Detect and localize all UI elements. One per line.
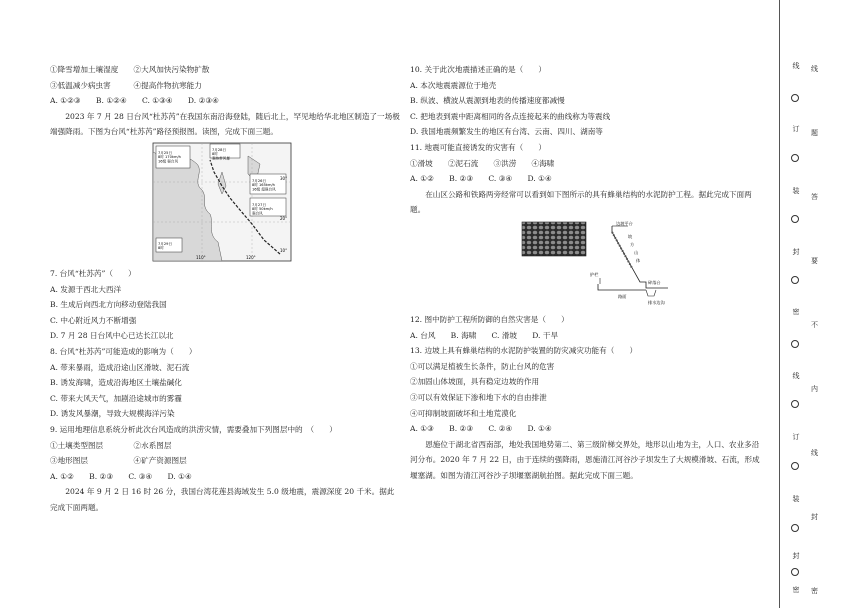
road-surface: [598, 284, 646, 290]
q9-stem: 9. 运用地理信息系统分析此次台风造成的洪涝灾情，需要叠加下列图层中的 （ ）: [50, 424, 337, 434]
map-lat-1: 30°: [280, 175, 288, 181]
notice-char-5: 不: [811, 321, 818, 329]
notice-char-4: 要: [811, 257, 818, 265]
q8-option-b: B. 诱发海啸，造成沿海地区土壤盐碱化: [50, 378, 182, 388]
map-lon-1: 110°: [196, 254, 206, 260]
right-column: [410, 62, 765, 483]
binding-hole-icon: [791, 94, 799, 102]
q8-option-c: C. 带来大风天气，加剧沿途城市的雾霾: [50, 393, 182, 403]
label-body: 体: [636, 257, 641, 263]
q11-options: ①滑坡 ②泥石流 ③洪涝 ④海啸: [410, 158, 555, 168]
notice-char-1: 线: [811, 65, 818, 73]
map-box-3: 7月27日 8时 50km/h 强台风: [252, 202, 273, 216]
slope-protection-figure: [520, 220, 680, 308]
label-platform: 边坡平台: [616, 220, 633, 226]
binding-hole-icon: [791, 462, 799, 470]
q7-option-d: D. 7 月 28 日台风中心已达长江以北: [50, 331, 174, 341]
q7-option-a: A. 发源于西北大西洋: [50, 284, 122, 294]
label-road: 路面: [618, 293, 627, 299]
q9-options-row1: ①土壤类型图层 ②水系图层: [50, 440, 172, 450]
q6-answers: A. ①②③ B. ①②④ C. ①③④ D. ②③④: [50, 96, 219, 106]
q6-options-row1: ①降雪增加土壤湿度 ②大风加快污染物扩散: [50, 65, 210, 74]
q12-answers: A. 台风 B. 海啸 C. 滑坡 D. 干旱: [410, 330, 559, 340]
binding-label-5: 密: [792, 308, 800, 316]
map-box-5: 7月29日 8时: [158, 241, 173, 251]
q10-option-d: D. 我国地震频繁发生的地区有台湾、云南、四川、湖南等: [410, 127, 603, 137]
map-box-4: 7月28日 8时强热带风暴: [212, 147, 230, 161]
map-box-2: 7月26日 8时 165km/h 16级 超强台风: [252, 178, 276, 192]
q8-stem: 8. 台风“杜苏芮”可能造成的影响为（ ）: [50, 346, 197, 356]
label-drop-platform: 碎落台: [648, 279, 661, 285]
q7-option-c: C. 中心附近风力不断增强: [50, 315, 137, 325]
binding-label-1: 线: [792, 62, 800, 70]
q7-stem: 7. 台风“杜苏芮”（ ）: [50, 268, 136, 278]
label-guardrail: 护栏: [590, 271, 599, 277]
binding-hole-icon: [791, 340, 799, 348]
notice-char-7: 线: [811, 449, 818, 457]
notice-char-8: 封: [811, 513, 818, 521]
earthquake-passage: 2024 年 9 月 2 日 16 时 26 分，我国台湾花莲县海域发生 5.0 级地震，震源深度 20 千米。据此完成下面两题。: [50, 487, 395, 512]
slope-profile: [612, 226, 668, 288]
map-lat-2: 20°: [280, 215, 288, 221]
typhoon-track-map: [152, 142, 292, 262]
binding-label-4: 封: [792, 248, 800, 256]
binding-label-2: 订: [792, 125, 800, 133]
binding-label-10: 密: [792, 586, 800, 594]
q10-option-b: B. 纵波、横波从震源到地表的传播速度都减慢: [410, 96, 565, 106]
slope-protection-passage: 在山区公路和铁路两旁经常可以看到如下图所示的具有蜂巢结构的水泥防护工程。据此完成下面两题。: [410, 189, 752, 215]
q12-stem: 12. 图中防护工程所防御的自然灾害是（ ）: [410, 314, 569, 324]
left-column: [50, 62, 400, 515]
q11-answers: A. ①② B. ②③ C. ③④ D. ①④: [410, 174, 552, 184]
drain-ditch: [646, 290, 656, 296]
binding-label-7: 订: [792, 433, 800, 441]
typhoon-passage: 2023 年 7 月 28 日台风“杜苏芮”在我国东南沿海登陆，随后北上，罕见地给华北地区制造了一场极端强降雨。下图为台风“杜苏芮”路径预报图。读图，完成下面三题。: [50, 111, 400, 137]
q13-answers: A. ①③ B. ②③ C. ②④ D. ①④: [410, 424, 552, 434]
q8-option-a: A. 带来暴雨，造成沿途山区滑坡、泥石流: [50, 362, 190, 372]
q6-options-row2: ③低温减少病虫害 ④提高作物抗寒能力: [50, 80, 202, 90]
binding-hole-icon: [791, 400, 799, 408]
enshi-passage: 恩施位于湖北省西南部，地处我国地势第二、第三级阶梯交界处，地形以山地为主，人口、农业多沿河分布。2020 年 7 月 22 日，由于连续的强降雨，恩施清江河谷沙子坝发生了大规模滑坡、石流，形成堰塞湖。如图为清江河谷沙子坝堰塞湖航拍图。据此完成下面三题。: [410, 439, 760, 480]
label-drain: 排水边沟: [648, 299, 665, 305]
q10-option-a: A. 本次地震震源位于地壳: [410, 80, 497, 90]
map-box-1: 7月25日 8时 170km/h 16级 强台风: [158, 150, 181, 164]
notice-char-2: 题: [811, 129, 818, 137]
notice-char-3: 答: [811, 193, 818, 201]
q10-stem: 10. 关于此次地震描述正确的是（ ）: [410, 65, 546, 74]
binding-hole-icon: [791, 524, 799, 532]
q13-option-3: ③可以有效保证下渗和地下水的自由排泄: [410, 392, 547, 402]
notice-char-6: 内: [811, 385, 818, 393]
binding-hole-icon: [791, 215, 799, 223]
binding-label-9: 封: [792, 552, 800, 560]
label-face: 方: [630, 241, 635, 247]
q11-stem: 11. 地震可能直接诱发的灾害有（ ）: [410, 142, 546, 152]
q8-option-d: D. 诱发风暴潮，导致大规模海洋污染: [50, 409, 175, 419]
q9-answers: A. ①② B. ②③ C. ③④ D. ①④: [50, 471, 192, 481]
binding-line: [779, 0, 780, 608]
binding-label-6: 线: [792, 372, 800, 380]
binding-hole-icon: [791, 154, 799, 162]
q13-option-1: ①可以满足植被生长条件，防止台风的危害: [410, 361, 555, 371]
q13-option-2: ②加固山体坡面，具有稳定边坡的作用: [410, 377, 540, 387]
q9-options-row2: ③地形图层 ④矿产资源图层: [50, 456, 187, 466]
q7-option-b: B. 生成后向西北方向移动登陆我国: [50, 300, 167, 310]
q10-option-c: C. 把地表到震中距离相同的各点连接起来的曲线称为等震线: [410, 111, 611, 121]
typhoon-map-svg: [152, 142, 292, 262]
q13-stem: 13. 边坡上具有蜂巢结构的水泥防护装置的防灾减灾功能有（ ）: [410, 346, 638, 356]
binding-label-3: 装: [792, 187, 800, 195]
label-slope: 坡: [628, 233, 633, 239]
binding-hole-icon: [791, 568, 799, 576]
slope-figure-svg: [520, 220, 680, 308]
q13-option-4: ④可抑制坡面破坏和土地荒漠化: [410, 408, 517, 418]
honeycomb-photo: [522, 222, 586, 256]
map-lat-3: 10°: [280, 247, 288, 253]
notice-char-9: 密: [811, 587, 818, 595]
binding-hole-icon: [791, 276, 799, 284]
label-mountain: 山: [634, 249, 639, 255]
binding-label-8: 装: [792, 495, 800, 503]
map-lon-2: 120°: [246, 254, 256, 260]
